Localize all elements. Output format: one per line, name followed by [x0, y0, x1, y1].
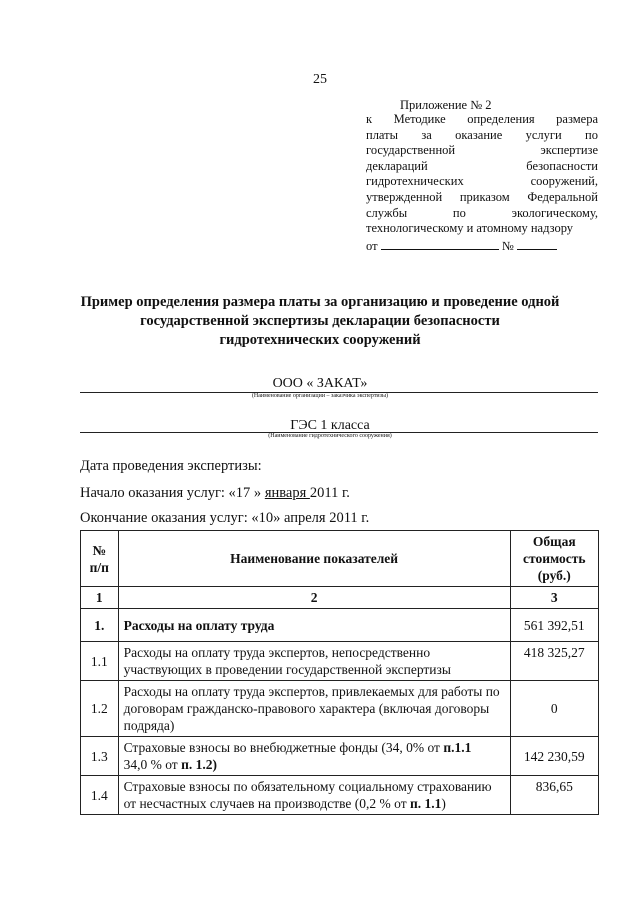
table-header-row — [81, 531, 599, 587]
row-name-text: ) — [441, 796, 446, 811]
appendix-line: технологическому и атомному надзору — [366, 221, 574, 236]
cost-table — [80, 530, 599, 815]
number-blank — [517, 237, 557, 250]
organization-caption: (Наименование организации – заказчика экспертизы) — [251, 393, 389, 399]
header-value: Общая стоимость (руб.) — [510, 531, 598, 587]
appendix-line: деклараций безопасности — [366, 158, 598, 173]
appendix-text — [366, 112, 598, 252]
row-value: 561 392,51 — [510, 609, 598, 642]
exam-date-label: Дата проведения экспертизы: — [80, 458, 262, 474]
table-row — [81, 737, 599, 776]
row-name-ref: п. 1.2 — [181, 757, 213, 772]
table-row — [81, 609, 599, 642]
row-value: 418 325,27 — [510, 642, 598, 681]
row-name: Расходы на оплату труда экспертов, привлекаемых для работы по договорам гражданско-правового характера (включая договоры подряда) — [118, 681, 510, 737]
date-blank — [381, 237, 499, 250]
index-cell: 2 — [118, 587, 510, 609]
table-row — [81, 681, 599, 737]
row-name: Расходы на оплату труда экспертов, непосредственно участвующих в проведении государственной экспертизы — [118, 642, 510, 681]
row-num: 1.3 — [81, 737, 119, 776]
date-prefix: от — [366, 238, 378, 253]
start-date-suffix: 2011 г. — [309, 485, 350, 501]
appendix-line: гидротехнических сооружений, — [366, 174, 598, 189]
row-num: 1.2 — [81, 681, 119, 737]
document-title — [60, 293, 580, 350]
page-number: 25 — [313, 72, 327, 87]
title-line: гидротехнических сооружений — [219, 332, 421, 348]
row-name-ref: п.1.1 — [443, 740, 472, 755]
row-name-text: Страховые взносы по обязательному социальному страхованию от несчастных случаев на производстве (0,2 % от — [123, 779, 492, 811]
row-name: Расходы на оплату труда — [118, 609, 510, 642]
appendix-date-line — [366, 237, 598, 253]
end-date-line: Окончание оказания услуг: «10» апреля 2011 г. — [80, 510, 370, 526]
object-name: ГЭС 1 класса — [290, 418, 370, 433]
row-name-ref: п. 1.1 — [409, 796, 442, 811]
row-value: 836,65 — [510, 776, 598, 815]
row-num: 1.1 — [81, 642, 119, 681]
number-prefix: № — [501, 238, 514, 253]
title-line: Пример определения размера платы за организацию и проведение одной — [80, 294, 560, 310]
table-row — [81, 776, 599, 815]
header-num: № п/п — [81, 531, 119, 587]
index-cell: 1 — [81, 587, 119, 609]
object-caption: (Наименование гидротехнического сооружения) — [268, 433, 392, 439]
row-name-text: Страховые взносы во внебюджетные фонды (34, 0% от — [123, 740, 444, 755]
start-date-line — [80, 485, 350, 502]
row-name-text: 34,0 % от — [123, 757, 182, 772]
row-name — [118, 737, 510, 776]
row-value: 142 230,59 — [510, 737, 598, 776]
row-name-text: ) — [212, 757, 217, 772]
appendix-line: утвержденной приказом Федеральной — [366, 189, 598, 204]
header-name: Наименование показателей — [118, 531, 510, 587]
appendix-line: платы за оказание услуги по — [366, 127, 598, 142]
start-date-prefix: Начало оказания услуг: «17 » — [80, 485, 265, 501]
appendix-line: службы по экологическому, — [366, 205, 598, 220]
row-value: 0 — [510, 681, 598, 737]
start-date-month: января — [264, 485, 310, 501]
row-num: 1. — [81, 609, 119, 642]
title-line: государственной экспертизы декларации безопасности — [140, 313, 500, 329]
appendix-line: государственной экспертизе — [366, 143, 598, 158]
table-index-row — [81, 587, 599, 609]
row-num: 1.4 — [81, 776, 119, 815]
table-row — [81, 642, 599, 681]
appendix-line: к Методике определения размера — [366, 112, 598, 126]
appendix-title: Приложение № 2 — [400, 98, 492, 112]
row-name — [118, 776, 510, 815]
index-cell: 3 — [510, 587, 598, 609]
organization-name: ООО « ЗАКАТ» — [272, 376, 368, 391]
